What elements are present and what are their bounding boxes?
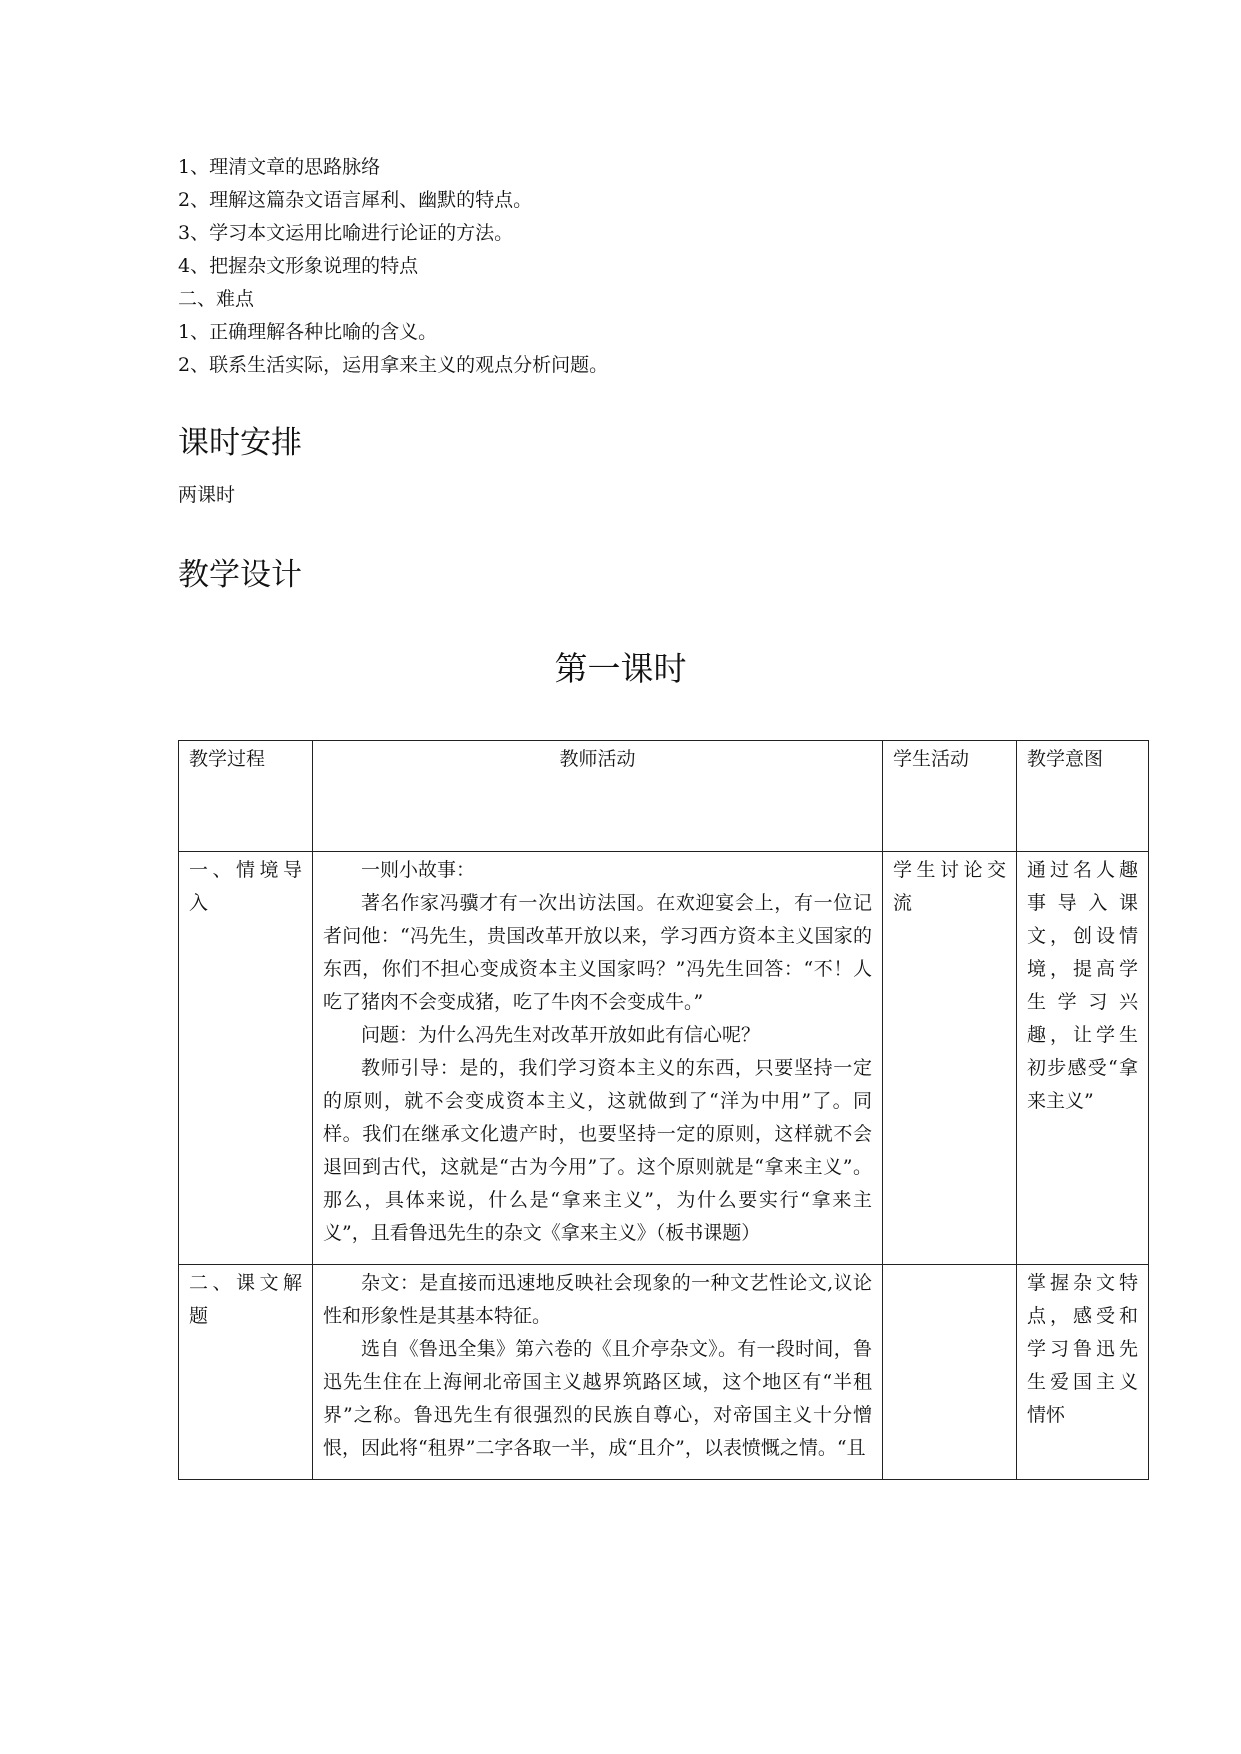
row1-teacher	[313, 852, 883, 1265]
header-intent: 教学意图	[1017, 741, 1149, 852]
schedule-heading: 课时安排	[178, 425, 302, 461]
design-heading: 教学设计	[178, 557, 302, 593]
goal-item-1: 1、理清文章的思路脉络	[178, 156, 381, 178]
difficulty-item-2: 2、联系生活实际，运用拿来主义的观点分析问题。	[178, 354, 609, 376]
row2-process: 二、课文解题	[179, 1265, 313, 1480]
goal-item-3: 3、学习本文运用比喻进行论证的方法。	[178, 222, 514, 244]
row1-teacher-para-4: 教师引导：是的，我们学习资本主义的东西，只要坚持一定的原则，就不会变成资本主义，这就做到了“洋为中用”了。同样。我们在继承文化遗产时，也要坚持一定的原则，这样就不会退回到古代，这就是“古为今用”了。这个原则就是“拿来主义”。那么，具体来说，什么是“拿来主义”，为什么要实行“拿来主义”，且看鲁迅先生的杂文《拿来主义》（板书课题）	[323, 1057, 872, 1244]
lesson-table	[178, 740, 1149, 1480]
table-row	[179, 852, 1149, 1265]
difficulty-item-1: 1、正确理解各种比喻的含义。	[178, 321, 438, 343]
row2-teacher	[313, 1265, 883, 1480]
row1-process: 一、情境导入	[179, 852, 313, 1265]
lesson-title: 第一课时	[554, 649, 687, 688]
row1-teacher-para-3: 问题：为什么冯先生对改革开放如此有信心呢？	[361, 1024, 761, 1046]
table-row	[179, 1265, 1149, 1480]
schedule-text: 两课时	[178, 484, 236, 506]
header-teacher: 教师活动	[313, 741, 883, 852]
row1-teacher-para-1: 一则小故事：	[361, 859, 476, 881]
goal-item-4: 4、把握杂文形象说理的特点	[178, 255, 419, 277]
difficulty-heading: 二、难点	[178, 288, 255, 310]
row1-intent: 通过名人趣事导入课文，创设情境，提高学生学习兴趣，让学生初步感受“拿来主义”	[1017, 852, 1149, 1265]
row2-teacher-para-1: 杂文：是直接而迅速地反映社会现象的一种文艺性论文,议论性和形象性是其基本特征。	[323, 1272, 872, 1327]
header-student: 学生活动	[883, 741, 1017, 852]
header-process: 教学过程	[179, 741, 313, 852]
row2-student	[883, 1265, 1017, 1480]
goal-item-2: 2、理解这篇杂文语言犀利、幽默的特点。	[178, 189, 533, 211]
row2-teacher-para-2: 选自《鲁迅全集》第六卷的《且介亭杂文》。有一段时间，鲁迅先生住在上海闸北帝国主义越界筑路区域，这个地区有“半租界”之称。鲁迅先生有很强烈的民族自尊心，对帝国主义十分憎恨，因此将“租界”二字各取一半，成“且介”，以表愤慨之情。“且	[323, 1338, 872, 1459]
row1-student: 学生讨论交流	[883, 852, 1017, 1265]
row1-teacher-para-2: 著名作家冯骥才有一次出访法国。在欢迎宴会上，有一位记者问他：“冯先生，贵国改革开放以来，学习西方资本主义国家的东西，你们不担心变成资本主义国家吗？”冯先生回答：“不！人吃了猪肉不会变成猪，吃了牛肉不会变成牛。”	[323, 892, 872, 1013]
row2-intent: 掌握杂文特点，感受和学习鲁迅先生爱国主义情怀	[1017, 1265, 1149, 1480]
table-header-row	[179, 741, 1149, 852]
